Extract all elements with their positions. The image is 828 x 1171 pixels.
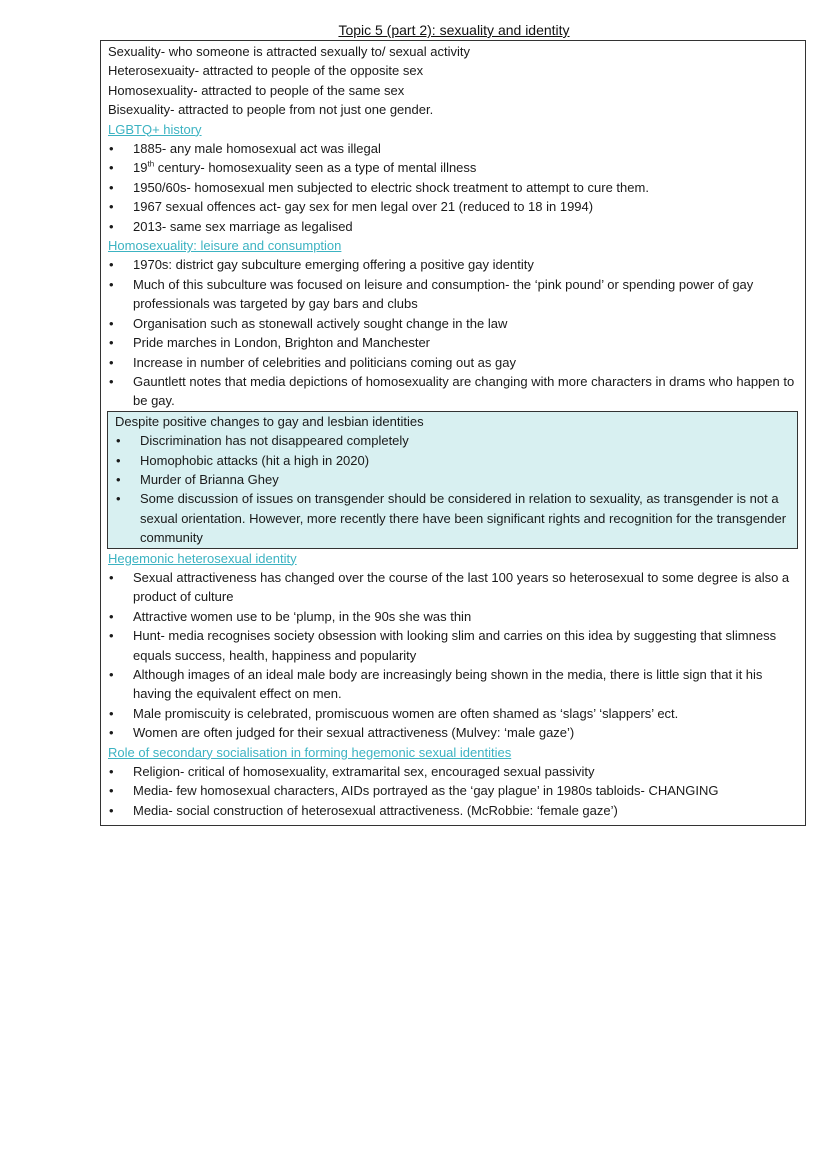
bullet-icon: • [109, 705, 114, 721]
list-item: • Women are often judged for their sexual attractiveness (Mulvey: ‘male gaze’) [108, 723, 798, 742]
definition-heterosexuality: Heterosexuaity- attracted to people of the opposite sex [108, 63, 424, 79]
bullet-icon: • [109, 257, 114, 273]
list-item: • Sexual attractiveness has changed over the course of the last 100 years so heterosexual to some degree is also a product of culture [109, 569, 790, 605]
list-item: • Male promiscuity is celebrated, promiscuous women are often shamed as ‘slags’ ‘slappers’ ect. [108, 704, 798, 723]
definition-sexuality: Sexuality- who someone is attracted sexually to/ sexual activity [108, 44, 471, 59]
bullet-icon: • [109, 608, 114, 624]
list-item: • Pride marches in London, Brighton and Manchester [108, 333, 798, 352]
bullet-icon: • [109, 354, 114, 370]
bullet-icon: • [109, 764, 114, 780]
despite-list [115, 431, 791, 547]
list-item: • Much of this subculture was focused on leisure and consumption- the ‘pink pound’ or spending power of gay professionals was targeted by gay bars and clubs [109, 276, 754, 312]
list-item: • Homophobic attacks (hit a high in 2020) [115, 451, 791, 470]
list-item: • 1967 sexual offences act- gay sex for men legal over 21 (reduced to 18 in 1994) [108, 197, 798, 216]
list-item: • Discrimination has not disappeared completely [115, 431, 791, 450]
hegemonic-heading: Hegemonic heterosexual identity [108, 550, 297, 566]
secondary-socialisation-heading: Role of secondary socialisation in forming hegemonic sexual identities [108, 744, 512, 760]
bullet-icon: • [109, 725, 114, 741]
despite-intro: Despite positive changes to gay and lesbian identities [115, 413, 424, 429]
hegemonic-list [108, 568, 798, 743]
despite-callout [107, 411, 798, 549]
bullet-icon: • [109, 628, 114, 644]
notes-box [100, 40, 806, 826]
bullet-icon: • [116, 471, 121, 487]
list-item: • 2013- same sex marriage as legalised [108, 217, 798, 236]
list-item: • 1970s: district gay subculture emerging offering a positive gay identity [108, 255, 798, 274]
list-item: • Attractive women use to be ‘plump, in the 90s she was thin [108, 607, 798, 626]
bullet-icon: • [109, 276, 114, 292]
list-item: • Organisation such as stonewall actively sought change in the law [108, 314, 798, 333]
bullet-icon: • [116, 491, 121, 507]
bullet-icon: • [109, 218, 114, 234]
bullet-icon: • [109, 315, 114, 331]
list-item: • Media- social construction of heterosexual attractiveness. (McRobbie: ‘female gaze’) [108, 801, 798, 820]
definition-bisexuality: Bisexuality- attracted to people from not just one gender. [108, 102, 434, 118]
bullet-icon: • [109, 783, 114, 799]
list-item: • 19th century- homosexuality seen as a type of mental illness [108, 158, 798, 177]
bullet-icon: • [109, 199, 114, 215]
list-item: • 1950/60s- homosexual men subjected to electric shock treatment to attempt to cure them. [108, 178, 798, 197]
leisure-heading: Homosexuality: leisure and consumption [108, 238, 342, 254]
bullet-icon: • [109, 802, 114, 818]
list-item: • Increase in number of celebrities and politicians coming out as gay [108, 353, 798, 372]
bullet-icon: • [109, 179, 114, 195]
bullet-icon: • [116, 452, 121, 468]
lgbtq-history-heading: LGBTQ+ history [108, 121, 202, 137]
bullet-icon: • [116, 433, 121, 449]
list-item: • Gauntlett notes that media depictions of homosexuality are changing with more characters in drams who happen to be gay. [109, 373, 795, 409]
page-title: Topic 5 (part 2): sexuality and identity [338, 22, 570, 38]
bullet-icon: • [109, 373, 114, 389]
list-item: • 1885- any male homosexual act was illegal [108, 139, 798, 158]
bullet-icon: • [109, 335, 114, 351]
bullet-icon: • [109, 141, 114, 157]
bullet-icon: • [109, 667, 114, 682]
bullet-icon: • [109, 569, 114, 585]
list-item: • Media- few homosexual characters, AIDs portrayed as the ‘gay plague’ in 1980s tabloids- CHANGING [108, 781, 798, 800]
lgbtq-history-list [108, 139, 798, 236]
secondary-socialisation-list [108, 762, 798, 820]
list-item: • Murder of Brianna Ghey [115, 470, 791, 489]
list-item: • Although images of an ideal male body are increasingly being shown in the media, there is little sign that it his having the equivalent effect on men. [109, 667, 763, 702]
list-item: • Religion- critical of homosexuality, extramarital sex, encouraged sexual passivity [108, 762, 798, 781]
list-item: • Some discussion of issues on transgender should be considered in relation to sexuality, as transgender is not a sexual orientation. However, more recently there have been significant rights and recognition for the transgender community [116, 491, 787, 546]
leisure-list [108, 255, 798, 410]
bullet-icon: • [109, 160, 114, 176]
list-item: • Hunt- media recognises society obsession with looking slim and carries on this idea by suggesting that slimness equals success, health, happiness and popularity [109, 628, 777, 663]
definition-homosexuality: Homosexuality- attracted to people of the same sex [108, 82, 405, 98]
